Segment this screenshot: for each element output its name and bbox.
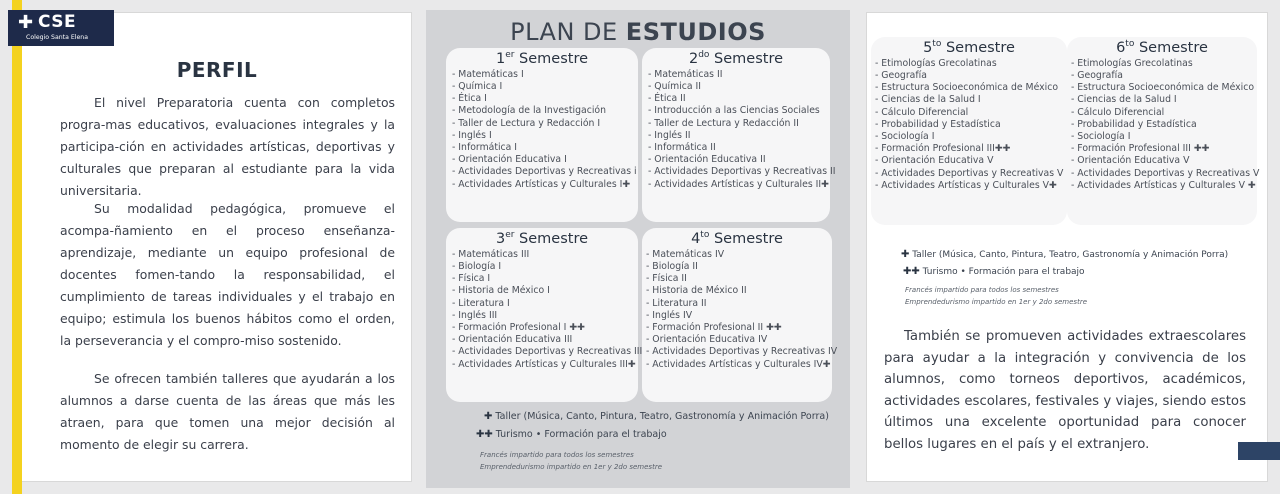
subject-item: - Geografía xyxy=(1071,70,1123,82)
subject-item: - Actividades Deportivas y Recreativas IV xyxy=(646,346,838,358)
subject-item: - Cálculo Diferencial xyxy=(1071,106,1165,118)
semester-3-title xyxy=(452,230,632,247)
subject-item: - Actividades Deportivas y Recreativas V xyxy=(1071,167,1260,179)
subject-item: - Geografía xyxy=(875,70,927,82)
semester-2-sup: do xyxy=(698,50,710,60)
cross-icon: ✚ xyxy=(18,12,34,33)
semester-3-list xyxy=(452,248,643,371)
semester-1-title xyxy=(452,50,632,67)
legend-turismo-right xyxy=(903,266,1085,277)
semester-1-num: 1 xyxy=(495,50,506,67)
plan-title-light: PLAN DE xyxy=(510,18,626,46)
semester-2-num: 2 xyxy=(688,50,699,67)
subject-item: - Actividades Artísticas y Culturales V✚ xyxy=(875,179,1057,191)
subject-item: - Inglés I xyxy=(452,129,492,141)
subject-item: - Orientación Educativa III xyxy=(452,334,573,346)
semester-1-sup: er xyxy=(505,50,515,60)
semester-1-list xyxy=(452,68,637,191)
plan-title-bold: ESTUDIOS xyxy=(625,18,766,46)
legend-taller-right xyxy=(901,249,1228,260)
subject-item: - Formación Profesional II ✚✚ xyxy=(646,322,782,334)
subject-item: - Biología I xyxy=(452,261,502,273)
cross-icon: ✚ xyxy=(901,249,910,260)
legend-turismo-right-text: Turismo • Formación para el trabajo xyxy=(922,267,1085,277)
logo-name: CSE xyxy=(38,12,77,32)
subject-item: - Orientación Educativa V xyxy=(875,155,994,167)
subject-item: - Matemáticas I xyxy=(452,68,524,80)
semester-5-card xyxy=(871,37,1067,225)
subject-item: - Química I xyxy=(452,81,503,93)
legend-taller xyxy=(484,411,829,422)
extracurricular-paragraph: También se promueven actividades extraescolares para ayudar a la integración y convivencia de los alumnos, como torneos deportivos, académicos, actividades escolares, festivales y viajes, siendo estos últimos una excelente oportunidad para conocer bellos lugares en el país y el extranjero. xyxy=(884,329,1246,452)
subject-item: - Literatura I xyxy=(452,297,510,309)
subject-item: - Física II xyxy=(646,273,687,285)
subject-item: - Actividades Artísticas y Culturales III✚ xyxy=(452,358,636,370)
semester-4-sup: to xyxy=(700,230,710,240)
semester-1-card xyxy=(446,48,638,222)
perfil-paragraph-2: Su modalidad pedagógica, promueve el acompa-ñamiento en el proceso enseñanza-aprendizaje, mediante un equipo profesional de docentes fomen-tando la responsabilidad, el cumplimiento de tareas individuales y el trabajo en equipo; estimula los buenos hábitos como el orden, la perseverancia y el compro-miso sostenido. xyxy=(60,201,395,348)
semester-3-num: 3 xyxy=(495,230,506,247)
plan-panel xyxy=(426,10,850,488)
semester-4-word: Semestre xyxy=(709,230,783,247)
note-emprendedurismo-right: Emprendedurismo impartido en 1er y 2do semestre xyxy=(905,298,1088,306)
subject-item: - Formación Profesional III ✚✚ xyxy=(1071,143,1210,155)
semester-4-title xyxy=(646,230,828,247)
subject-item: - Formación Profesional I ✚✚ xyxy=(452,322,585,334)
subject-item: - Probabilidad y Estadística xyxy=(875,118,1001,130)
subject-item: - Cálculo Diferencial xyxy=(875,106,969,118)
subject-item: - Actividades Artísticas y Culturales V ✚ xyxy=(1071,179,1256,191)
semester-6-title xyxy=(1071,39,1253,56)
subject-item: - Sociología I xyxy=(1071,131,1131,143)
navy-corner-tab xyxy=(1238,442,1280,460)
legend-taller-right-text: Taller (Música, Canto, Pintura, Teatro, Gastronomía y Animación Porra) xyxy=(912,250,1229,260)
semester-5-list xyxy=(875,58,1063,192)
subject-item: - Orientación Educativa IV xyxy=(646,334,768,346)
semester-6-list xyxy=(1071,57,1260,192)
subject-item: - Biología II xyxy=(646,261,698,273)
semester-4-card xyxy=(642,228,838,402)
semester-5-word: Semestre xyxy=(941,39,1015,56)
legend-turismo-text: Turismo • Formación para el trabajo xyxy=(495,429,667,440)
subject-item: - Historia de México I xyxy=(452,285,550,297)
semester-6-sup: to xyxy=(1125,39,1135,49)
subject-item: - Orientación Educativa I xyxy=(452,154,567,166)
subject-item: - Física I xyxy=(452,273,491,285)
subject-item: - Metodología de la Investigación xyxy=(452,105,606,117)
semester-3-card xyxy=(446,228,643,402)
subject-item: - Estructura Socioeconómica de México xyxy=(1071,82,1255,94)
subject-item: - Actividades Deportivas y Recreativas III xyxy=(452,346,643,358)
subject-item: - Inglés IV xyxy=(646,309,693,321)
subject-item: - Actividades Deportivas y Recreativas V xyxy=(875,167,1064,179)
cross-icon: ✚ xyxy=(484,411,493,422)
subject-item: - Matemáticas IV xyxy=(646,248,725,260)
semester-3-sup: er xyxy=(505,230,515,240)
note-frances-right: Francés impartido para todos los semestres xyxy=(905,286,1059,294)
subject-item: - Ciencias de la Salud I xyxy=(1071,94,1177,106)
subject-item: - Orientación Educativa II xyxy=(648,154,766,166)
semester-1-word: Semestre xyxy=(514,50,589,67)
note-frances: Francés impartido para todos los semestres xyxy=(480,451,634,459)
subject-item: - Actividades Artísticas y Culturales II✚ xyxy=(648,178,829,190)
subject-item: - Literatura II xyxy=(646,297,707,309)
subject-item: - Estructura Socioeconómica de México xyxy=(875,82,1059,94)
semester-3-word: Semestre xyxy=(514,230,589,247)
subject-item: - Formación Profesional III✚✚ xyxy=(875,143,1011,155)
subject-item: - Ciencias de la Salud I xyxy=(875,94,981,106)
perfil-title: PERFIL xyxy=(176,58,258,82)
subject-item: - Actividades Deportivas y Recreativas i xyxy=(452,166,637,178)
subject-item: - Orientación Educativa V xyxy=(1071,155,1190,167)
subject-item: - Informática I xyxy=(452,142,518,154)
logo-school: Colegio Santa Elena xyxy=(26,34,89,41)
semester-4-list xyxy=(646,248,838,371)
subject-item: - Historia de México II xyxy=(646,285,747,297)
semester-2-card xyxy=(642,48,836,222)
subject-item: - Ética I xyxy=(452,93,487,105)
legend-turismo xyxy=(476,429,667,440)
subject-item: - Matemáticas III xyxy=(452,248,530,260)
perfil-paragraph-3: Se ofrecen también talleres que ayudarán a los alumnos a darse cuenta de las áreas que más les atraen, para que tomen una mejor decisión al momento de elegir su carrera. xyxy=(60,371,395,452)
cse-logo xyxy=(8,10,114,46)
subject-item: - Informática II xyxy=(648,142,716,154)
semester-2-list xyxy=(648,68,836,191)
semester-2-title xyxy=(648,50,824,67)
semester-6-num: 6 xyxy=(1116,39,1126,56)
subject-item: - Actividades Artísticas y Culturales IV✚ xyxy=(646,358,831,370)
semester-2-word: Semestre xyxy=(709,50,784,67)
subject-item: - Probabilidad y Estadística xyxy=(1071,118,1197,130)
subject-item: - Química II xyxy=(648,81,701,93)
double-cross-icon: ✚✚ xyxy=(903,266,920,277)
yellow-accent-bar xyxy=(12,0,22,494)
subject-item: - Matemáticas II xyxy=(648,68,723,80)
semester-6-word: Semestre xyxy=(1134,39,1208,56)
subject-item: - Actividades Artísticas y Culturales I✚ xyxy=(452,178,631,190)
double-cross-icon: ✚✚ xyxy=(476,429,493,440)
subject-item: - Inglés II xyxy=(648,129,691,141)
subject-item: - Taller de Lectura y Redacción I xyxy=(452,117,601,129)
semester-5-num: 5 xyxy=(923,39,933,56)
plan-title xyxy=(426,18,850,46)
legend-taller-text: Taller (Música, Canto, Pintura, Teatro, Gastronomía y Animación Porra) xyxy=(495,411,829,422)
subject-item: - Actividades Deportivas y Recreativas II xyxy=(648,166,836,178)
subject-item: - Inglés III xyxy=(452,309,498,321)
subject-item: - Etimologías Grecolatinas xyxy=(875,57,997,69)
semester-5-title xyxy=(875,39,1063,56)
subject-item: - Introducción a las Ciencias Sociales xyxy=(648,105,820,117)
semester-6-card xyxy=(1067,37,1260,225)
subject-item: - Sociología I xyxy=(875,131,935,143)
subject-item: - Etimologías Grecolatinas xyxy=(1071,57,1193,69)
subject-item: - Ética II xyxy=(648,93,686,105)
semester-5-sup: to xyxy=(932,39,942,49)
note-emprendedurismo: Emprendedurismo impartido en 1er y 2do semestre xyxy=(480,463,663,471)
semester-4-num: 4 xyxy=(691,230,701,247)
subject-item: - Taller de Lectura y Redacción II xyxy=(648,117,799,129)
perfil-paragraph-1: El nivel Preparatoria cuenta con completos progra-mas educativos, evaluaciones integrales y la participa-ción en actividades artísticas, deportivas y culturales que preparan al estudiante para la vida universitaria. xyxy=(60,95,395,198)
